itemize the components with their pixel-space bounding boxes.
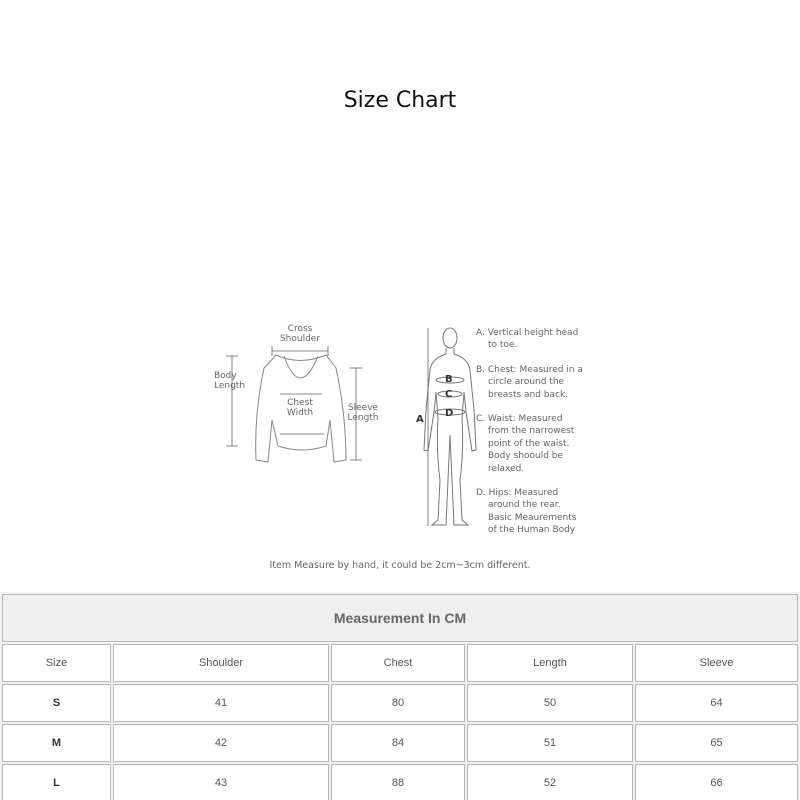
letter-c: C bbox=[445, 389, 453, 400]
cross-shoulder-label-line-2: Shoulder bbox=[279, 334, 321, 344]
chest-width-label-line-1: Chest bbox=[287, 398, 313, 408]
table-cell-length: 50 bbox=[467, 684, 633, 722]
instruction-b-line-3: breasts and back. bbox=[488, 389, 569, 400]
table-cell-sleeve: 64 bbox=[635, 684, 798, 722]
instruction-b-line-2: circle around the bbox=[488, 377, 565, 388]
table-cell-chest: 84 bbox=[331, 724, 465, 762]
table-cell-shoulder: 41 bbox=[113, 684, 329, 722]
instruction-b-line-1: B. Chest: Measured in a bbox=[476, 365, 583, 375]
measurement-note: Item Measure by hand, it could be 2cm~3cm different. bbox=[269, 560, 531, 571]
letter-b: B bbox=[445, 374, 453, 385]
instruction-a-line-2: to toe. bbox=[488, 340, 518, 351]
instruction-d-line-4: of the Human Body bbox=[488, 525, 576, 536]
instruction-a bbox=[476, 327, 594, 352]
column-header-sleeve: Sleeve bbox=[635, 644, 798, 682]
sleeve-length-label bbox=[340, 403, 386, 423]
table-cell-sleeve: 66 bbox=[635, 764, 798, 800]
sleeve-length-label-line-1: Sleeve bbox=[347, 403, 379, 413]
instruction-c-line-3: point of the waist. bbox=[488, 438, 570, 449]
instruction-b bbox=[476, 364, 594, 401]
sleeve-length-label-line-2: Length bbox=[347, 413, 379, 423]
body-length-label-line-1: Body bbox=[214, 371, 237, 381]
size-table bbox=[0, 592, 800, 800]
cross-shoulder-label-line-1: Cross bbox=[287, 324, 313, 334]
measurement-diagram bbox=[0, 300, 800, 590]
table-cell-shoulder: 42 bbox=[113, 724, 329, 762]
instruction-c-line-2: from the narrowest bbox=[488, 426, 575, 437]
instruction-d-line-1: D. Hips: Measured bbox=[476, 488, 559, 498]
cross-shoulder-label bbox=[272, 324, 328, 344]
instruction-a-line-1: A. Vertical height head bbox=[476, 328, 579, 338]
column-header-chest: Chest bbox=[331, 644, 465, 682]
instruction-d-line-2: around the rear. bbox=[488, 500, 561, 511]
table-cell-length: 51 bbox=[467, 724, 633, 762]
page-title: Size Chart bbox=[343, 88, 457, 113]
instruction-d-line-3: Basic Meaurements bbox=[488, 512, 577, 523]
table-cell-size: L bbox=[2, 764, 111, 800]
chest-width-label bbox=[276, 398, 324, 418]
table-cell-sleeve: 65 bbox=[635, 724, 798, 762]
instruction-c-line-5: relaxed. bbox=[488, 463, 525, 474]
column-header-shoulder: Shoulder bbox=[113, 644, 329, 682]
table-cell-size: M bbox=[2, 724, 111, 762]
letter-a: A bbox=[416, 414, 424, 425]
column-header-size: Size bbox=[2, 644, 111, 682]
body-length-label-line-2: Length bbox=[214, 381, 246, 391]
instruction-d bbox=[476, 487, 594, 537]
table-cell-chest: 88 bbox=[331, 764, 465, 800]
instruction-c-line-1: C. Waist: Measured bbox=[476, 414, 563, 424]
letter-d: D bbox=[445, 408, 454, 419]
measurement-illustration bbox=[0, 300, 800, 590]
body-length-label bbox=[214, 371, 260, 391]
table-cell-shoulder: 43 bbox=[113, 764, 329, 800]
figure-head bbox=[443, 328, 457, 348]
table-heading: Measurement In CM bbox=[2, 594, 798, 642]
table-cell-chest: 80 bbox=[331, 684, 465, 722]
instruction-c-line-4: Body shoould be bbox=[488, 451, 564, 462]
table-cell-length: 52 bbox=[467, 764, 633, 800]
instruction-c bbox=[476, 413, 594, 475]
column-header-length: Length bbox=[467, 644, 633, 682]
table-cell-size: S bbox=[2, 684, 111, 722]
chest-width-label-line-2: Width bbox=[286, 408, 314, 418]
